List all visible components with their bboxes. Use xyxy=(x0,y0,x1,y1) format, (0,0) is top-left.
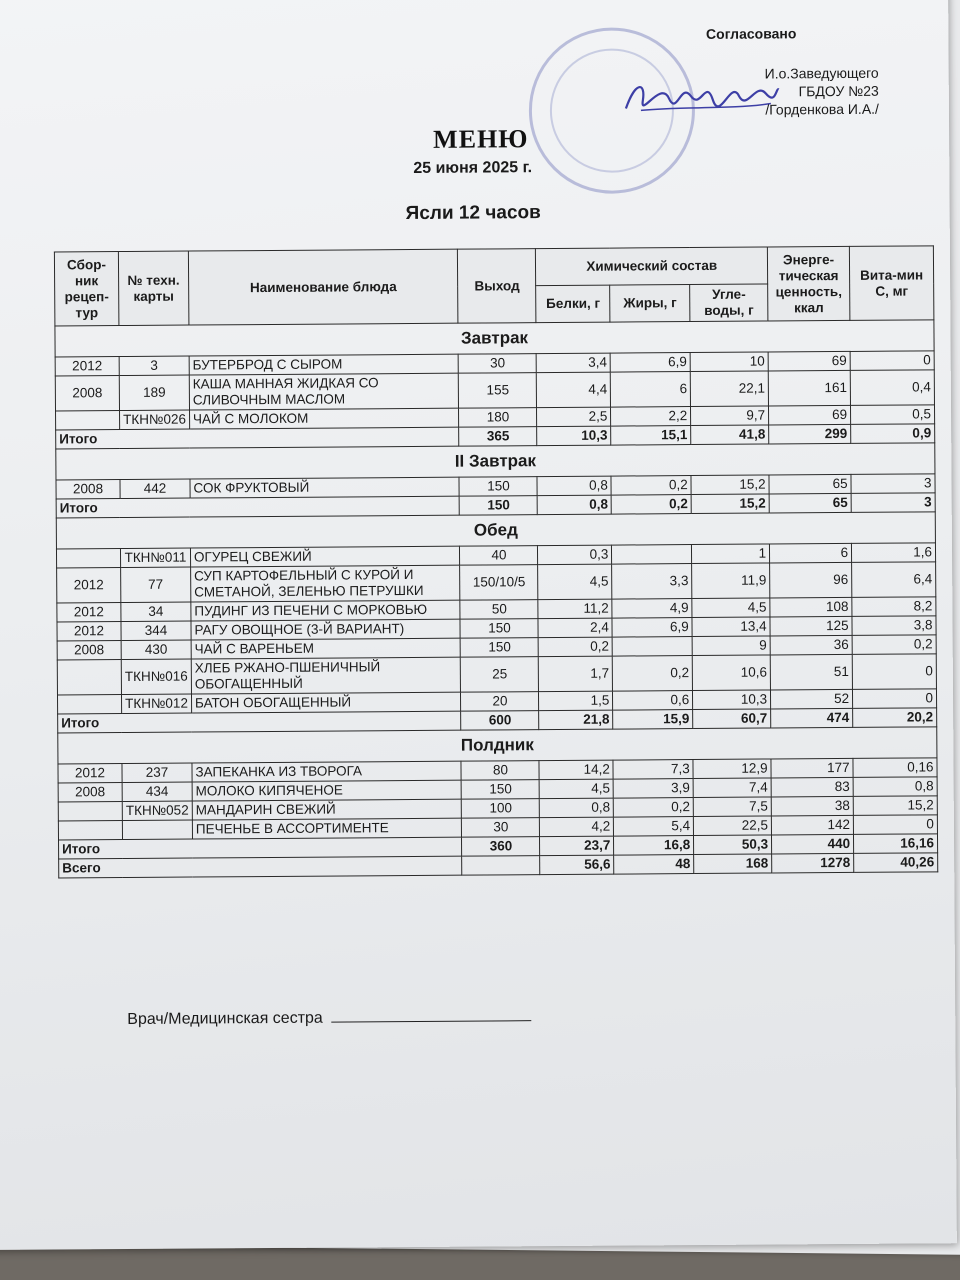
table-cell: ПЕЧЕНЬЕ В АССОРТИМЕНТЕ xyxy=(192,818,462,839)
table-cell: 2012 xyxy=(58,764,122,783)
table-cell: 20 xyxy=(461,692,539,712)
approval-position-1: И.о.Заведующего xyxy=(764,64,879,82)
table-cell: РАГУ ОВОЩНОЕ (3-Й ВАРИАНТ) xyxy=(191,619,461,640)
table-cell: 430 xyxy=(121,640,191,659)
table-cell: 12,9 xyxy=(693,759,771,779)
table-cell: 2,2 xyxy=(611,407,691,427)
table-cell: 0,2 xyxy=(611,476,691,496)
table-cell: ТКН№052 xyxy=(122,801,192,820)
table-cell: 150 xyxy=(460,619,538,639)
total-label: Итого xyxy=(56,427,460,449)
header-carbs: Угле-воды, г xyxy=(690,284,768,322)
total-cell: 50,3 xyxy=(694,835,772,855)
header-yield: Выход xyxy=(458,249,536,324)
section-title: Обед xyxy=(56,512,935,549)
table-cell: 2008 xyxy=(55,376,119,411)
table-cell: ТКН№026 xyxy=(119,410,189,429)
table-cell: 6 xyxy=(611,372,691,408)
total-cell: 474 xyxy=(771,708,853,728)
total-cell: 41,8 xyxy=(691,425,769,445)
table-cell: 83 xyxy=(771,777,853,797)
section-title: Полдник xyxy=(58,727,937,764)
page-title: МЕНЮ xyxy=(433,124,529,154)
total-cell: 16,8 xyxy=(614,836,694,856)
table-cell: 2012 xyxy=(55,357,119,376)
table-cell: 77 xyxy=(121,567,191,602)
table-cell: 344 xyxy=(121,621,191,640)
table-cell: 4,5 xyxy=(539,779,613,799)
table-cell: 5,4 xyxy=(614,817,694,837)
table-cell: 2008 xyxy=(56,480,120,499)
table-cell: ХЛЕБ РЖАНО-ПШЕНИЧНЫЙ ОБОГАЩЕННЫЙ xyxy=(191,657,461,694)
table-cell: 1,6 xyxy=(852,543,936,563)
total-cell: 15,1 xyxy=(611,426,691,446)
table-cell: 2008 xyxy=(57,641,121,660)
table-cell: 7,5 xyxy=(693,797,771,817)
table-cell: МОЛОКО КИПЯЧЕНОЕ xyxy=(192,780,462,801)
table-cell: 11,9 xyxy=(692,563,770,599)
table-cell: 65 xyxy=(769,474,851,494)
table-cell: 0,8 xyxy=(537,476,611,496)
table-cell: 10,3 xyxy=(693,690,771,710)
table-cell: 2008 xyxy=(58,783,122,802)
approval-position-2: ГБДОУ №23 xyxy=(798,82,879,100)
doctor-label: Врач/Медицинская сестра xyxy=(127,1009,323,1028)
table-cell: 9 xyxy=(692,636,770,656)
table-cell: 0 xyxy=(853,689,937,709)
table-cell: 189 xyxy=(119,375,189,410)
table-cell: ТКН№012 xyxy=(121,694,191,713)
approval-agreed: Согласовано xyxy=(705,25,797,42)
table-cell: 0 xyxy=(850,351,934,371)
table-cell: 2012 xyxy=(57,603,121,622)
table-cell: 177 xyxy=(771,758,853,778)
total-cell: 20,2 xyxy=(853,708,937,728)
table-cell: 0,4 xyxy=(850,370,934,406)
table-cell: 0 xyxy=(852,654,936,690)
table-cell: 237 xyxy=(122,763,192,782)
table-cell: ТКН№016 xyxy=(121,659,191,694)
group-name: Ясли 12 часов xyxy=(405,202,541,225)
table-cell: ЗАПЕКАНКА ИЗ ТВОРОГА xyxy=(192,761,462,782)
table-cell: 108 xyxy=(770,597,852,617)
table-cell: 3,4 xyxy=(537,353,611,373)
table-cell: 69 xyxy=(768,351,850,371)
table-cell: 0,5 xyxy=(851,405,935,425)
menu-date: 25 июня 2025 г. xyxy=(413,159,533,177)
table-cell: 161 xyxy=(768,370,850,406)
table-cell: 150/10/5 xyxy=(460,565,538,601)
table-cell: 3 xyxy=(119,356,189,375)
table-cell: 434 xyxy=(122,782,192,801)
table-cell: ЧАЙ С МОЛОКОМ xyxy=(189,408,459,429)
total-cell: 21,8 xyxy=(539,710,613,730)
table-cell: 13,4 xyxy=(692,617,770,637)
approval-block xyxy=(706,24,879,119)
grand-total-cell: 56,6 xyxy=(540,855,614,875)
table-cell: 4,2 xyxy=(540,817,614,837)
table-cell: 25 xyxy=(461,657,539,693)
header-collection: Сбор-ник рецеп-тур xyxy=(54,252,118,326)
table-cell: ЧАЙ С ВАРЕНЬЕМ xyxy=(191,638,461,659)
table-cell: 155 xyxy=(459,373,537,409)
grand-total-cell xyxy=(462,856,540,876)
table-cell: 6 xyxy=(770,543,852,563)
total-cell: 3 xyxy=(851,493,935,513)
total-cell: 0,9 xyxy=(851,424,935,444)
table-cell: 22,1 xyxy=(690,371,768,407)
table-cell: 0 xyxy=(853,815,937,835)
header-tech-card: № техн. карты xyxy=(118,251,188,325)
table-cell xyxy=(56,549,120,568)
table-cell xyxy=(612,637,692,657)
total-cell: 23,7 xyxy=(540,836,614,856)
grand-total-cell: 1278 xyxy=(772,853,854,873)
total-cell: 60,7 xyxy=(693,709,771,729)
table-cell: 1,7 xyxy=(539,656,613,692)
table-cell: 6,9 xyxy=(610,353,690,373)
table-cell: 34 xyxy=(121,602,191,621)
table-cell: ТКН№011 xyxy=(120,548,190,567)
grand-total-cell: 168 xyxy=(694,854,772,874)
table-cell: 0,8 xyxy=(853,777,937,797)
table-cell: 7,3 xyxy=(613,760,693,780)
total-cell: 360 xyxy=(462,837,540,857)
table-cell: 3,3 xyxy=(612,564,692,600)
table-cell: 442 xyxy=(120,479,190,498)
table-cell: 38 xyxy=(771,796,853,816)
total-cell: 0,2 xyxy=(611,495,691,515)
table-cell: 22,5 xyxy=(694,816,772,836)
grand-total-cell: 48 xyxy=(614,855,694,875)
table-cell xyxy=(122,820,192,839)
table-cell: 0,2 xyxy=(538,637,612,657)
table-cell: БУТЕРБРОД С СЫРОМ xyxy=(189,354,459,375)
header-protein: Белки, г xyxy=(536,285,610,323)
section-title: II Завтрак xyxy=(56,443,935,480)
table-cell xyxy=(57,660,121,695)
table-cell: 142 xyxy=(771,815,853,835)
table-cell: 150 xyxy=(462,780,540,800)
table-cell: 2012 xyxy=(57,622,121,641)
table-cell: 6,9 xyxy=(612,618,692,638)
table-cell: 11,2 xyxy=(538,599,612,619)
table-cell: 69 xyxy=(769,405,851,425)
table-cell: 51 xyxy=(770,654,852,690)
table-cell: 30 xyxy=(462,818,540,838)
table-cell: 96 xyxy=(770,562,852,598)
table-cell: 9,7 xyxy=(691,406,769,426)
table-cell: ОГУРЕЦ СВЕЖИЙ xyxy=(190,546,460,567)
total-label: Итого xyxy=(58,711,462,733)
table-cell: 36 xyxy=(770,635,852,655)
table-cell: 8,2 xyxy=(852,597,936,617)
total-cell: 15,2 xyxy=(691,494,769,514)
header-energy: Энерге-тическая ценность, ккал xyxy=(767,246,849,321)
table-cell: СУП КАРТОФЕЛЬНЫЙ С КУРОЙ И СМЕТАНОЙ, ЗЕЛЕНЬЮ ПЕТРУШКИ xyxy=(191,565,461,602)
total-cell: 150 xyxy=(460,496,538,516)
header-dish: Наименование блюда xyxy=(188,249,458,325)
table-cell: 6,4 xyxy=(852,562,936,598)
table-cell: 4,5 xyxy=(538,564,612,600)
total-cell: 16,16 xyxy=(854,834,938,854)
total-cell: 65 xyxy=(769,493,851,513)
total-cell: 600 xyxy=(461,711,539,731)
header-fat: Жиры, г xyxy=(610,285,690,323)
table-cell xyxy=(58,821,122,840)
table-cell: 150 xyxy=(459,477,537,497)
table-cell: МАНДАРИН СВЕЖИЙ xyxy=(192,799,462,820)
total-cell: 0,8 xyxy=(538,495,612,515)
table-cell: КАША МАННАЯ ЖИДКАЯ СО СЛИВОЧНЫМ МАСЛОМ xyxy=(189,373,459,410)
grand-total-label: Всего xyxy=(59,856,463,878)
table-cell: 40 xyxy=(460,546,538,566)
table-cell: 3,9 xyxy=(613,779,693,799)
section-title: Завтрак xyxy=(55,320,934,357)
table-cell: 4,4 xyxy=(537,372,611,408)
table-cell: 10 xyxy=(690,352,768,372)
table-cell xyxy=(57,695,121,714)
table-cell: 3,8 xyxy=(852,616,936,636)
table-cell: 0,8 xyxy=(540,798,614,818)
table-cell: 4,5 xyxy=(692,598,770,618)
table-cell: 4,9 xyxy=(612,599,692,619)
table-cell: 15,2 xyxy=(853,796,937,816)
menu-table-body xyxy=(55,320,938,878)
table-cell: 0,3 xyxy=(538,545,612,565)
table-cell: 10,6 xyxy=(692,655,770,691)
approval-signature-line: /Горденкова И.А./ xyxy=(765,100,879,118)
table-cell: 7,4 xyxy=(693,778,771,798)
table-cell: 15,2 xyxy=(691,475,769,495)
table-cell xyxy=(58,802,122,821)
total-cell: 10,3 xyxy=(537,426,611,446)
table-cell: 1,5 xyxy=(539,691,613,711)
table-cell: 0,6 xyxy=(613,691,693,711)
table-cell xyxy=(56,411,120,430)
table-cell: 30 xyxy=(459,354,537,374)
total-cell: 365 xyxy=(459,427,537,447)
total-cell: 440 xyxy=(772,834,854,854)
total-label: Итого xyxy=(56,496,460,518)
menu-table xyxy=(54,245,938,878)
total-label: Итого xyxy=(59,837,463,859)
signature-line xyxy=(331,1006,531,1022)
table-cell: 100 xyxy=(462,799,540,819)
table-cell: СОК ФРУКТОВЫЙ xyxy=(190,477,460,498)
table-cell: 180 xyxy=(459,408,537,428)
table-cell: 2,4 xyxy=(538,618,612,638)
doctor-signature xyxy=(127,1006,531,1029)
header-vitamin: Вита-мин С, мг xyxy=(849,246,933,321)
table-cell: 0,2 xyxy=(613,656,693,692)
table-cell: 150 xyxy=(461,638,539,658)
table-cell xyxy=(612,545,692,565)
table-cell: 125 xyxy=(770,616,852,636)
table-cell: 14,2 xyxy=(539,760,613,780)
table-cell: 2,5 xyxy=(537,407,611,427)
table-cell: 50 xyxy=(460,600,538,620)
header-chem: Химический состав xyxy=(536,247,768,286)
total-cell: 15,9 xyxy=(613,710,693,730)
table-cell: 2012 xyxy=(57,568,121,603)
table-cell: 52 xyxy=(771,689,853,709)
table-cell: 3 xyxy=(851,474,935,494)
total-cell: 299 xyxy=(769,424,851,444)
table-cell: БАТОН ОБОГАЩЕННЫЙ xyxy=(191,692,461,713)
table-cell: 1 xyxy=(692,544,770,564)
grand-total-cell: 40,26 xyxy=(854,853,938,873)
table-cell: ПУДИНГ ИЗ ПЕЧЕНИ С МОРКОВЬЮ xyxy=(191,600,461,621)
table-cell: 80 xyxy=(461,761,539,781)
table-cell: 0,2 xyxy=(614,798,694,818)
table-cell: 0,16 xyxy=(853,758,937,778)
table-cell: 0,2 xyxy=(852,635,936,655)
